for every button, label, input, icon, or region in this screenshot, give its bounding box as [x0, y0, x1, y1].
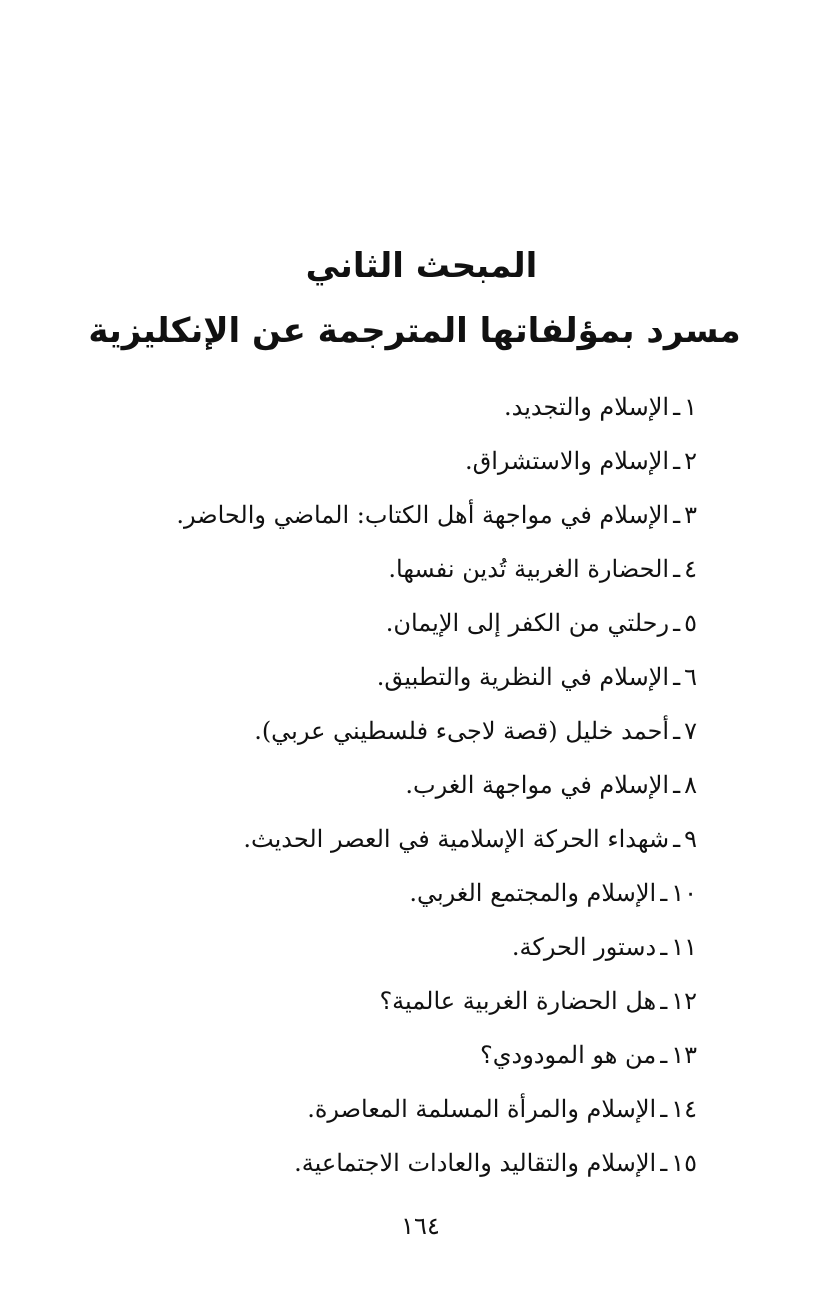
item-number: ٢	[684, 447, 697, 475]
item-text: رحلتي من الكفر إلى الإيمان.	[385, 609, 670, 637]
item-separator: ـ	[673, 501, 681, 529]
item-separator: ـ	[673, 771, 681, 799]
item-number: ٨	[684, 771, 697, 799]
item-separator: ـ	[660, 933, 668, 961]
item-number: ١٤	[671, 1095, 697, 1123]
list-item	[176, 1082, 697, 1136]
item-number: ٧	[684, 717, 697, 745]
list-item	[176, 542, 697, 596]
list-item	[176, 596, 697, 650]
item-separator: ـ	[673, 555, 681, 583]
item-number: ٩	[684, 825, 697, 853]
list-item	[176, 650, 697, 704]
item-text: الإسلام والتجديد.	[503, 393, 670, 421]
item-separator: ـ	[660, 987, 668, 1015]
item-separator: ـ	[660, 1041, 668, 1069]
item-number: ١	[684, 393, 697, 421]
list-item	[176, 434, 697, 488]
item-number: ٤	[684, 555, 697, 583]
item-number: ٦	[684, 663, 697, 691]
page-number: ١٦٤	[401, 1212, 440, 1240]
item-text: الإسلام في مواجهة الغرب.	[405, 771, 670, 799]
item-separator: ـ	[660, 879, 668, 907]
item-separator: ـ	[660, 1095, 668, 1123]
section-subtitle: مسرد بمؤلفاتها المترجمة عن الإنكليزية	[88, 311, 741, 351]
list-item	[176, 1136, 697, 1190]
item-text: دستور الحركة.	[511, 933, 657, 961]
list-item	[176, 974, 697, 1028]
item-number: ٣	[684, 501, 697, 529]
list-item	[176, 866, 697, 920]
item-separator: ـ	[673, 717, 681, 745]
item-separator: ـ	[660, 1149, 668, 1177]
item-number: ١٥	[671, 1149, 697, 1177]
item-separator: ـ	[673, 663, 681, 691]
item-text: أحمد خليل (قصة لاجىء فلسطيني عربي).	[254, 717, 670, 745]
list-item	[176, 380, 697, 434]
item-text: الإسلام والاستشراق.	[464, 447, 670, 475]
list-item	[176, 758, 697, 812]
item-separator: ـ	[673, 609, 681, 637]
works-list	[176, 380, 697, 1190]
item-text: الإسلام والمجتمع الغربي.	[409, 879, 657, 907]
item-number: ٥	[684, 609, 697, 637]
item-text: الحضارة الغربية تُدين نفسها.	[388, 555, 670, 583]
list-item	[176, 488, 697, 542]
item-separator: ـ	[673, 447, 681, 475]
item-text: الإسلام في النظرية والتطبيق.	[376, 663, 670, 691]
list-item	[176, 1028, 697, 1082]
item-number: ١١	[671, 933, 697, 961]
item-separator: ـ	[673, 825, 681, 853]
list-item	[176, 704, 697, 758]
item-text: الإسلام والتقاليد والعادات الاجتماعية.	[294, 1149, 657, 1177]
item-number: ١٠	[671, 879, 697, 907]
item-number: ١٣	[671, 1041, 697, 1069]
item-number: ١٢	[671, 987, 697, 1015]
section-title: المبحث الثاني	[305, 246, 538, 286]
item-text: هل الحضارة الغربية عالمية؟	[379, 987, 657, 1015]
item-text: الإسلام والمرأة المسلمة المعاصرة.	[307, 1095, 657, 1123]
list-item	[176, 920, 697, 974]
item-text: شهداء الحركة الإسلامية في العصر الحديث.	[243, 825, 670, 853]
item-text: من هو المودودي؟	[480, 1041, 657, 1069]
item-text: الإسلام في مواجهة أهل الكتاب: الماضي والحاضر.	[176, 501, 670, 529]
item-separator: ـ	[673, 393, 681, 421]
list-item	[176, 812, 697, 866]
